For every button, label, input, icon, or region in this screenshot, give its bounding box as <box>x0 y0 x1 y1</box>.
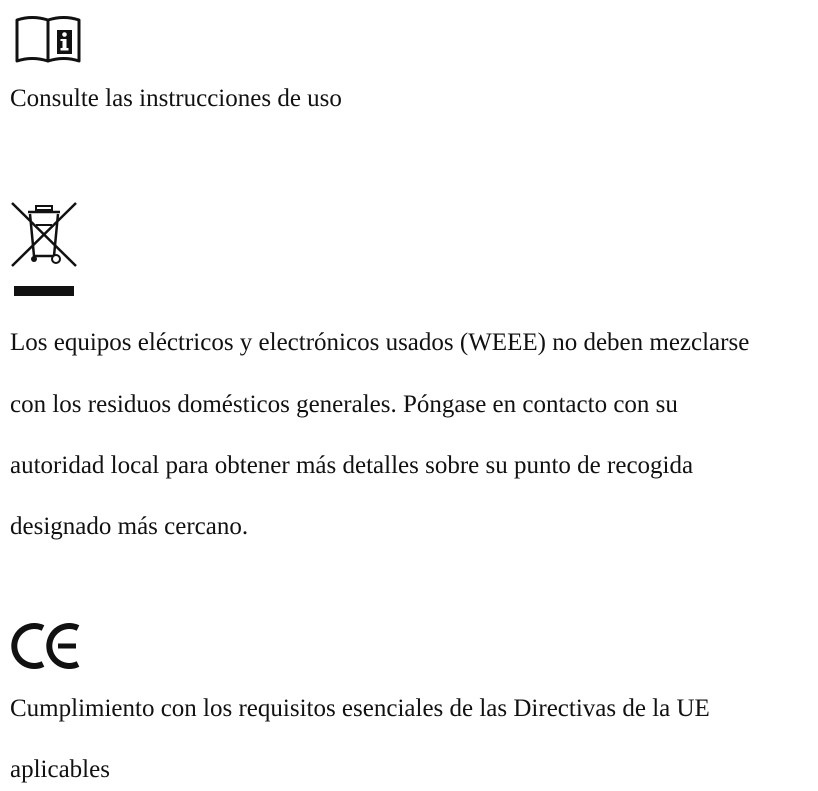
ce-mark-icon <box>10 620 86 672</box>
weee-text-line-3: autoridad local para obtener más detalles sobre su punto de recogida <box>10 452 694 479</box>
weee-text-line-1: Los equipos eléctricos y electrónicos usados (WEEE) no deben mezclarse <box>10 329 750 356</box>
ce-text-line-2: aplicables <box>10 756 110 783</box>
consult-instructions-icon <box>14 12 82 64</box>
weee-text-line-2: con los residuos domésticos generales. Póngase en contacto con su <box>10 391 678 418</box>
weee-text-line-4: designado más cercano. <box>10 513 249 540</box>
weee-crossed-bin-icon <box>10 200 80 300</box>
instructions-text: Consulte las instrucciones de uso <box>10 85 342 112</box>
ce-text-line-1: Cumplimiento con los requisitos esenciales de las Directivas de la UE <box>10 695 710 722</box>
